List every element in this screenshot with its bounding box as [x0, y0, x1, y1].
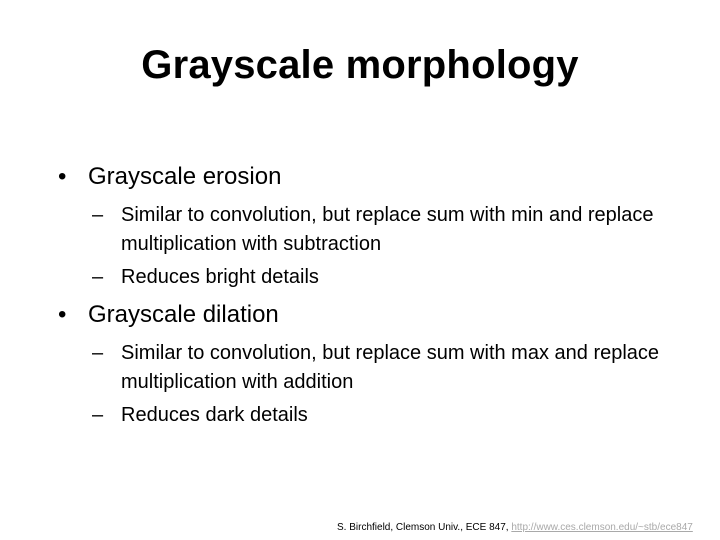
- footer-course-link[interactable]: http://www.ces.clemson.edu/~stb/ece847: [511, 522, 693, 533]
- bullet-erosion: [58, 162, 281, 192]
- subitem-text: Similar to convolution, but replace sum with min and replace multiplication with subtraction: [121, 204, 654, 255]
- dash-marker: –: [92, 404, 104, 426]
- slide-title: Grayscale morphology: [141, 43, 579, 87]
- subitem-text: Reduces bright details: [121, 266, 319, 288]
- subitem-text: Similar to convolution, but replace sum with max and replace multiplication with addition: [121, 342, 660, 393]
- bullet-marker: •: [58, 163, 67, 190]
- subitem-text: Reduces dark details: [121, 404, 308, 426]
- dash-marker: –: [92, 204, 104, 226]
- subitem-erosion-effect: [92, 263, 692, 292]
- bullet-label: Grayscale erosion: [88, 163, 282, 190]
- bullet-dilation: [58, 300, 279, 330]
- dash-marker: –: [92, 342, 104, 364]
- footer-credit: S. Birchfield, Clemson Univ., ECE 847,: [337, 522, 512, 533]
- subitem-erosion-description: [92, 201, 692, 259]
- subitem-dilation-description: [92, 339, 692, 397]
- slide-footer: [337, 522, 693, 534]
- subitem-dilation-effect: [92, 401, 692, 430]
- bullet-label: Grayscale dilation: [88, 301, 279, 328]
- dash-marker: –: [92, 266, 104, 288]
- bullet-marker: •: [58, 301, 67, 328]
